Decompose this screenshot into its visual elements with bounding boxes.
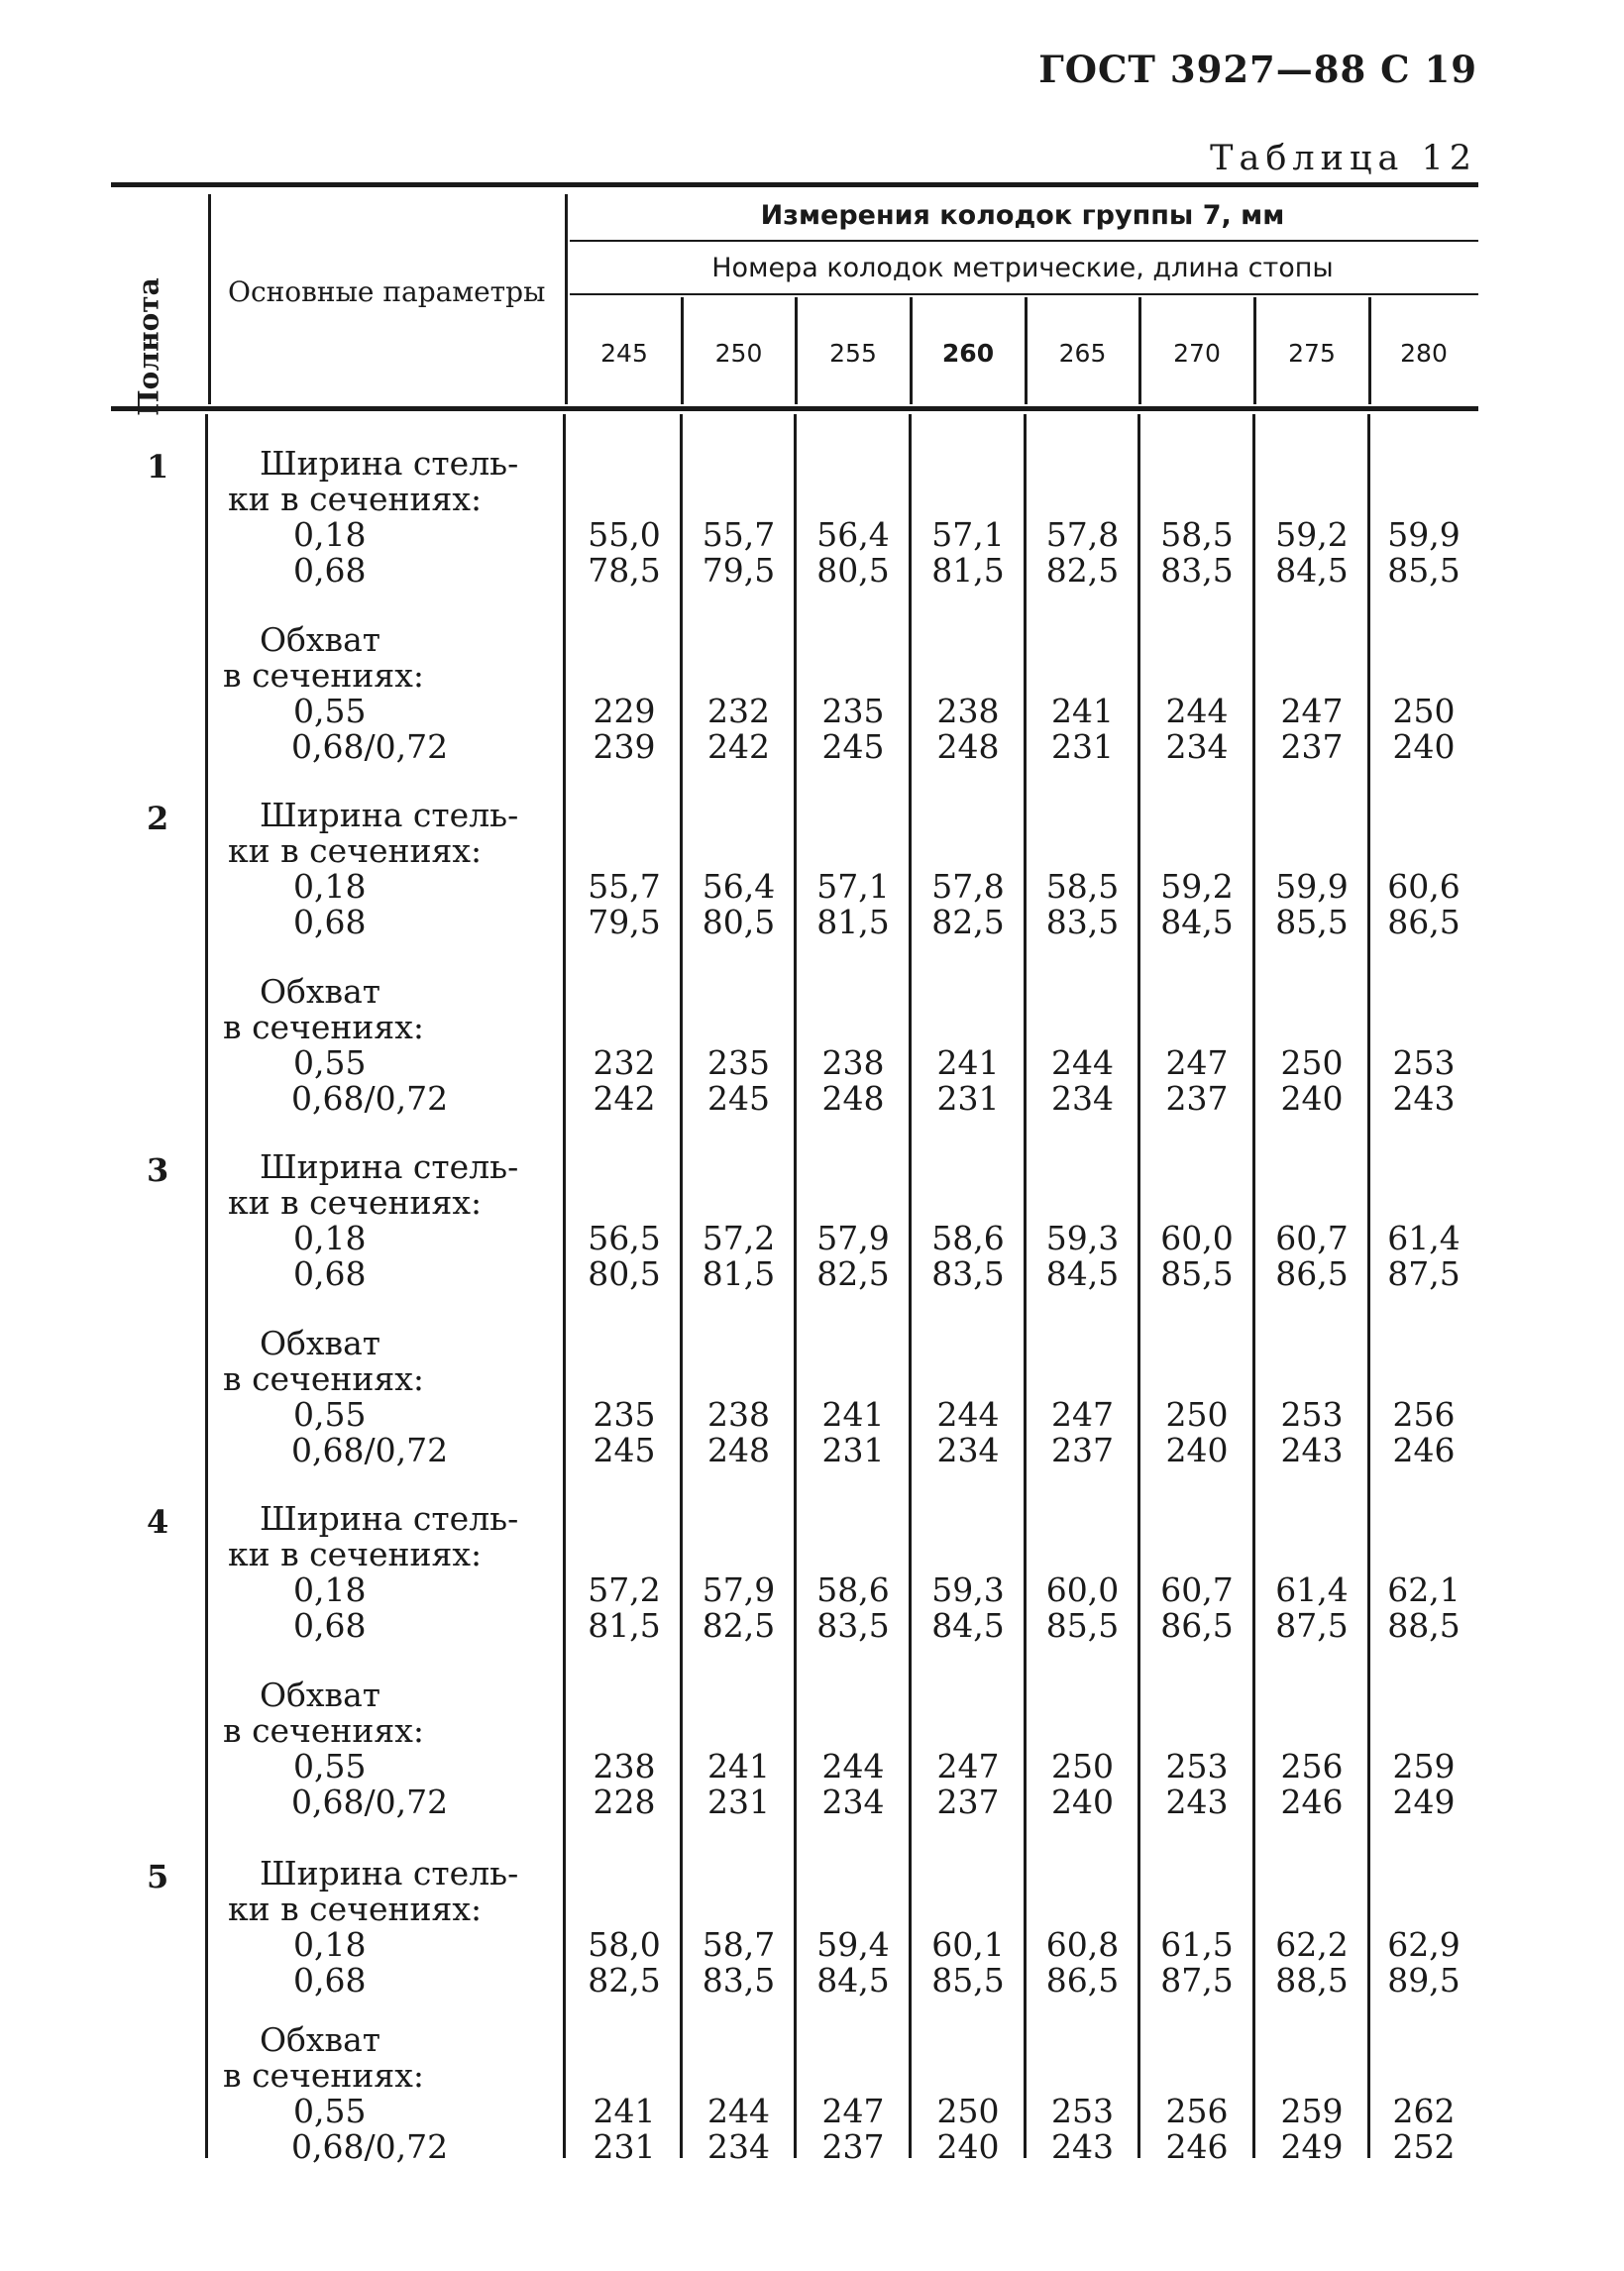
value-cell: 58,6 — [931, 1219, 1005, 1257]
value-cell: 83,5 — [1045, 903, 1120, 941]
value-cell: 85,5 — [1045, 1606, 1120, 1645]
value-cell: 237 — [936, 1783, 1000, 1821]
value-cell: 59,9 — [1275, 867, 1349, 906]
divider-params-body — [563, 414, 566, 2158]
group-number: 2 — [147, 800, 169, 837]
header-measurements: Измерения колодок группы 7, мм — [760, 200, 1285, 231]
width-title-line2: ки в сечениях: — [228, 1535, 483, 1573]
value-cell: 57,1 — [816, 867, 890, 906]
value-cell: 235 — [707, 1043, 770, 1082]
value-cell: 231 — [593, 2127, 656, 2166]
value-cell: 245 — [707, 1079, 770, 1118]
value-cell: 55,7 — [702, 515, 776, 554]
divider-col-header — [1253, 297, 1256, 404]
section-label: 0,55 — [293, 2092, 367, 2130]
divider-polnota-body — [205, 414, 208, 2158]
section-label: 0,68 — [293, 1254, 367, 1293]
value-cell: 243 — [1051, 2127, 1114, 2166]
section-label: 0,68 — [293, 1961, 367, 2000]
width-title-line2: ки в сечениях: — [228, 1183, 483, 1222]
girth-title-line1: Обхват — [260, 972, 381, 1011]
value-cell: 240 — [1392, 727, 1456, 766]
value-cell: 247 — [1280, 692, 1344, 730]
width-title-line1: Ширина стель- — [260, 1499, 519, 1538]
value-cell: 56,5 — [588, 1219, 661, 1257]
value-cell: 238 — [936, 692, 1000, 730]
value-cell: 242 — [593, 1079, 656, 1118]
divider-col-header — [1138, 297, 1141, 404]
section-label: 0,18 — [293, 1219, 367, 1257]
value-cell: 57,1 — [931, 515, 1005, 554]
value-cell: 85,5 — [931, 1961, 1005, 2000]
value-cell: 58,6 — [816, 1570, 890, 1609]
value-cell: 59,9 — [1387, 515, 1461, 554]
girth-title-line1: Обхват — [260, 620, 381, 659]
value-cell: 244 — [821, 1747, 885, 1785]
value-cell: 62,2 — [1275, 1925, 1349, 1964]
value-cell: 79,5 — [588, 903, 661, 941]
header-bottom-rule — [111, 406, 1478, 411]
group-number: 1 — [147, 448, 169, 486]
value-cell: 246 — [1280, 1783, 1344, 1821]
value-cell: 61,4 — [1387, 1219, 1461, 1257]
value-cell: 250 — [1280, 1043, 1344, 1082]
value-cell: 259 — [1392, 1747, 1456, 1785]
value-cell: 56,4 — [816, 515, 890, 554]
value-cell: 62,9 — [1387, 1925, 1461, 1964]
value-cell: 85,5 — [1275, 903, 1349, 941]
numbers-rule — [570, 293, 1478, 295]
value-cell: 57,2 — [588, 1570, 661, 1609]
value-cell: 84,5 — [1160, 903, 1234, 941]
column-header: 270 — [1173, 339, 1221, 368]
value-cell: 253 — [1392, 1043, 1456, 1082]
section-label: 0,68/0,72 — [291, 2127, 449, 2166]
value-cell: 247 — [936, 1747, 1000, 1785]
divider-col-header — [1368, 297, 1371, 404]
value-cell: 239 — [593, 727, 656, 766]
section-label: 0,68/0,72 — [291, 1431, 449, 1469]
value-cell: 250 — [1051, 1747, 1114, 1785]
section-label: 0,18 — [293, 1925, 367, 1964]
value-cell: 78,5 — [588, 551, 661, 590]
girth-title-line2: в сечениях: — [223, 1359, 424, 1398]
column-header: 265 — [1058, 339, 1107, 368]
value-cell: 244 — [1165, 692, 1229, 730]
value-cell: 237 — [1165, 1079, 1229, 1118]
value-cell: 59,3 — [1045, 1219, 1120, 1257]
header-numbers: Номера колодок метрические, длина стопы — [711, 253, 1334, 283]
value-cell: 82,5 — [1045, 551, 1120, 590]
value-cell: 244 — [1051, 1043, 1114, 1082]
value-cell: 58,5 — [1045, 867, 1120, 906]
value-cell: 60,0 — [1045, 1570, 1120, 1609]
value-cell: 60,8 — [1045, 1925, 1120, 1964]
divider-col-header — [795, 297, 798, 404]
column-header: 280 — [1400, 339, 1448, 368]
value-cell: 241 — [821, 1395, 885, 1434]
value-cell: 253 — [1165, 1747, 1229, 1785]
value-cell: 250 — [936, 2092, 1000, 2130]
value-cell: 81,5 — [816, 903, 890, 941]
value-cell: 243 — [1280, 1431, 1344, 1469]
section-label: 0,68 — [293, 903, 367, 941]
width-title-line1: Ширина стель- — [260, 1854, 519, 1892]
divider-col-header — [681, 297, 684, 404]
value-cell: 61,4 — [1275, 1570, 1349, 1609]
value-cell: 248 — [707, 1431, 770, 1469]
value-cell: 87,5 — [1387, 1254, 1461, 1293]
value-cell: 241 — [707, 1747, 770, 1785]
value-cell: 259 — [1280, 2092, 1344, 2130]
value-cell: 85,5 — [1160, 1254, 1234, 1293]
measure-rule — [570, 240, 1478, 242]
value-cell: 81,5 — [931, 551, 1005, 590]
value-cell: 57,9 — [816, 1219, 890, 1257]
value-cell: 80,5 — [702, 903, 776, 941]
value-cell: 84,5 — [1275, 551, 1349, 590]
value-cell: 249 — [1392, 1783, 1456, 1821]
value-cell: 84,5 — [816, 1961, 890, 2000]
value-cell: 237 — [821, 2127, 885, 2166]
value-cell: 231 — [1051, 727, 1114, 766]
section-label: 0,68/0,72 — [291, 1079, 449, 1118]
value-cell: 59,2 — [1275, 515, 1349, 554]
value-cell: 86,5 — [1045, 1961, 1120, 2000]
value-cell: 59,4 — [816, 1925, 890, 1964]
header-params: Основные параметры — [228, 275, 546, 308]
value-cell: 250 — [1392, 692, 1456, 730]
divider-polnota-header — [208, 194, 211, 404]
value-cell: 248 — [821, 1079, 885, 1118]
value-cell: 83,5 — [1160, 551, 1234, 590]
value-cell: 83,5 — [702, 1961, 776, 2000]
width-title-line1: Ширина стель- — [260, 1147, 519, 1186]
girth-title-line2: в сечениях: — [223, 1711, 424, 1750]
value-cell: 82,5 — [702, 1606, 776, 1645]
value-cell: 244 — [936, 1395, 1000, 1434]
column-header: 245 — [600, 339, 648, 368]
value-cell: 81,5 — [702, 1254, 776, 1293]
value-cell: 238 — [707, 1395, 770, 1434]
value-cell: 245 — [821, 727, 885, 766]
value-cell: 248 — [936, 727, 1000, 766]
value-cell: 62,1 — [1387, 1570, 1461, 1609]
value-cell: 237 — [1051, 1431, 1114, 1469]
value-cell: 231 — [936, 1079, 1000, 1118]
value-cell: 243 — [1165, 1783, 1229, 1821]
value-cell: 84,5 — [1045, 1254, 1120, 1293]
value-cell: 87,5 — [1160, 1961, 1234, 2000]
value-cell: 240 — [1280, 1079, 1344, 1118]
value-cell: 55,0 — [588, 515, 661, 554]
width-title-line2: ки в сечениях: — [228, 1890, 483, 1928]
value-cell: 88,5 — [1387, 1606, 1461, 1645]
value-cell: 234 — [1165, 727, 1229, 766]
value-cell: 256 — [1280, 1747, 1344, 1785]
column-header: 260 — [941, 339, 995, 368]
value-cell: 88,5 — [1275, 1961, 1349, 2000]
section-label: 0,18 — [293, 515, 367, 554]
section-label: 0,55 — [293, 1395, 367, 1434]
value-cell: 57,8 — [931, 867, 1005, 906]
value-cell: 89,5 — [1387, 1961, 1461, 2000]
width-title-line2: ки в сечениях: — [228, 480, 483, 518]
value-cell: 80,5 — [588, 1254, 661, 1293]
girth-title-line2: в сечениях: — [223, 656, 424, 695]
value-cell: 86,5 — [1275, 1254, 1349, 1293]
value-cell: 60,7 — [1160, 1570, 1234, 1609]
value-cell: 86,5 — [1387, 903, 1461, 941]
value-cell: 234 — [936, 1431, 1000, 1469]
value-cell: 235 — [593, 1395, 656, 1434]
value-cell: 58,0 — [588, 1925, 661, 1964]
value-cell: 57,8 — [1045, 515, 1120, 554]
section-label: 0,55 — [293, 1043, 367, 1082]
girth-title-line1: Обхват — [260, 2020, 381, 2059]
section-label: 0,18 — [293, 867, 367, 906]
value-cell: 58,5 — [1160, 515, 1234, 554]
value-cell: 60,1 — [931, 1925, 1005, 1964]
group-number: 4 — [147, 1503, 169, 1541]
value-cell: 59,2 — [1160, 867, 1234, 906]
top-rule — [111, 182, 1478, 187]
divider-params-header — [565, 194, 568, 404]
column-header: 255 — [829, 339, 877, 368]
value-cell: 58,7 — [702, 1925, 776, 1964]
divider-col-header — [910, 297, 913, 404]
column-header: 250 — [714, 339, 763, 368]
width-title-line1: Ширина стель- — [260, 444, 519, 483]
section-label: 0,68/0,72 — [291, 1783, 449, 1821]
girth-title-line1: Обхват — [260, 1324, 381, 1362]
value-cell: 56,4 — [702, 867, 776, 906]
table-caption: Таблица 12 — [1210, 139, 1477, 178]
value-cell: 253 — [1280, 1395, 1344, 1434]
value-cell: 242 — [707, 727, 770, 766]
value-cell: 57,9 — [702, 1570, 776, 1609]
value-cell: 86,5 — [1160, 1606, 1234, 1645]
value-cell: 234 — [821, 1783, 885, 1821]
value-cell: 79,5 — [702, 551, 776, 590]
value-cell: 240 — [1051, 1783, 1114, 1821]
value-cell: 60,7 — [1275, 1219, 1349, 1257]
value-cell: 82,5 — [588, 1961, 661, 2000]
value-cell: 231 — [707, 1783, 770, 1821]
column-header: 275 — [1288, 339, 1336, 368]
width-title-line2: ки в сечениях: — [228, 831, 483, 870]
value-cell: 232 — [593, 1043, 656, 1082]
divider-col-header — [1025, 297, 1028, 404]
value-cell: 247 — [1051, 1395, 1114, 1434]
value-cell: 245 — [593, 1431, 656, 1469]
value-cell: 247 — [821, 2092, 885, 2130]
value-cell: 256 — [1392, 1395, 1456, 1434]
value-cell: 87,5 — [1275, 1606, 1349, 1645]
value-cell: 82,5 — [816, 1254, 890, 1293]
value-cell: 243 — [1392, 1079, 1456, 1118]
value-cell: 256 — [1165, 2092, 1229, 2130]
value-cell: 59,3 — [931, 1570, 1005, 1609]
section-label: 0,18 — [293, 1570, 367, 1609]
value-cell: 83,5 — [931, 1254, 1005, 1293]
value-cell: 241 — [593, 2092, 656, 2130]
value-cell: 235 — [821, 692, 885, 730]
value-cell: 57,2 — [702, 1219, 776, 1257]
value-cell: 262 — [1392, 2092, 1456, 2130]
girth-title-line2: в сечениях: — [223, 1008, 424, 1046]
width-title-line1: Ширина стель- — [260, 796, 519, 834]
value-cell: 241 — [1051, 692, 1114, 730]
value-cell: 246 — [1392, 1431, 1456, 1469]
value-cell: 60,6 — [1387, 867, 1461, 906]
value-cell: 60,0 — [1160, 1219, 1234, 1257]
value-cell: 80,5 — [816, 551, 890, 590]
value-cell: 228 — [593, 1783, 656, 1821]
value-cell: 238 — [821, 1043, 885, 1082]
value-cell: 84,5 — [931, 1606, 1005, 1645]
section-label: 0,55 — [293, 1747, 367, 1785]
group-number: 3 — [147, 1151, 169, 1189]
value-cell: 249 — [1280, 2127, 1344, 2166]
value-cell: 250 — [1165, 1395, 1229, 1434]
value-cell: 246 — [1165, 2127, 1229, 2166]
page-header: ГОСТ 3927—88 С 19 — [1038, 48, 1477, 91]
section-label: 0,68/0,72 — [291, 727, 449, 766]
value-cell: 55,7 — [588, 867, 661, 906]
value-cell: 232 — [707, 692, 770, 730]
value-cell: 237 — [1280, 727, 1344, 766]
section-label: 0,55 — [293, 692, 367, 730]
value-cell: 240 — [1165, 1431, 1229, 1469]
value-cell: 234 — [707, 2127, 770, 2166]
girth-title-line1: Обхват — [260, 1676, 381, 1714]
section-label: 0,68 — [293, 551, 367, 590]
value-cell: 81,5 — [588, 1606, 661, 1645]
value-cell: 241 — [936, 1043, 1000, 1082]
girth-title-line2: в сечениях: — [223, 2056, 424, 2095]
value-cell: 252 — [1392, 2127, 1456, 2166]
value-cell: 82,5 — [931, 903, 1005, 941]
value-cell: 85,5 — [1387, 551, 1461, 590]
value-cell: 234 — [1051, 1079, 1114, 1118]
value-cell: 253 — [1051, 2092, 1114, 2130]
section-label: 0,68 — [293, 1606, 367, 1645]
value-cell: 231 — [821, 1431, 885, 1469]
value-cell: 247 — [1165, 1043, 1229, 1082]
value-cell: 240 — [936, 2127, 1000, 2166]
header-polnota: Полнота — [132, 277, 165, 416]
value-cell: 244 — [707, 2092, 770, 2130]
value-cell: 61,5 — [1160, 1925, 1234, 1964]
value-cell: 229 — [593, 692, 656, 730]
value-cell: 238 — [593, 1747, 656, 1785]
group-number: 5 — [147, 1858, 169, 1895]
value-cell: 83,5 — [816, 1606, 890, 1645]
